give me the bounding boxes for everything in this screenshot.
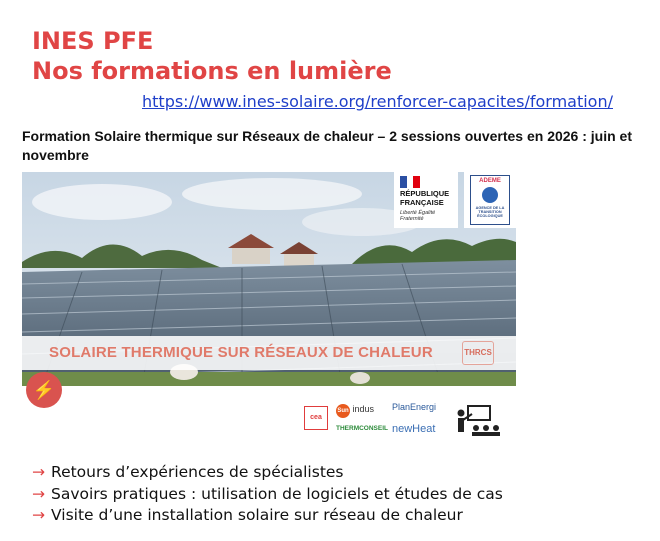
sunindus-logo	[336, 402, 374, 416]
page-title	[32, 26, 392, 86]
formation-subtitle: Formation Solaire thermique sur Réseaux de chaleur – 2 sessions ouvertes en 2026 : juin et novembre	[22, 128, 632, 163]
rf-logo-name: RÉPUBLIQUE FRANÇAISE	[400, 189, 450, 207]
republique-francaise-logo	[394, 172, 458, 228]
formation-link[interactable]: https://www.ines-solaire.org/renforcer-capacites/formation/	[142, 92, 613, 111]
cea-logo: cea	[304, 406, 328, 430]
sunindus-logo-text: indus	[352, 404, 375, 414]
french-flag-icon	[400, 176, 420, 188]
ademe-logo-subtitle: AGENCE DE LA TRANSITION ÉCOLOGIQUE	[475, 206, 505, 219]
arrow-right-icon: →	[32, 463, 45, 481]
arrow-right-icon: →	[32, 484, 45, 503]
training-class-icon	[454, 404, 504, 438]
ademe-emblem-icon	[482, 187, 498, 203]
arrow-right-icon: →	[32, 506, 45, 524]
formation-flyer	[22, 172, 522, 444]
list-item	[32, 505, 503, 527]
title-line-ines-pfe: INES PFE	[32, 27, 154, 55]
list-item	[32, 484, 503, 506]
thermconseil-logo: THERMCONSEIL	[336, 425, 388, 432]
list-item	[32, 462, 503, 484]
rf-logo-motto: Liberté Égalité Fraternité	[400, 210, 436, 222]
thrcs-badge: THRCS	[462, 341, 494, 365]
sunindus-logo-sun: Sun	[336, 404, 350, 418]
list-item-text: Visite d’une installation solaire sur réseau de chaleur	[51, 506, 463, 524]
newheat-logo: newHeat	[392, 423, 436, 435]
title-line-formations: Nos formations en lumière	[32, 57, 392, 85]
ademe-logo-name: ADEME	[479, 178, 501, 184]
flyer-banner	[22, 336, 516, 370]
list-item-text: Retours d’expériences de spécialistes	[51, 463, 344, 481]
ademe-logo-frame	[470, 175, 510, 225]
planenergi-logo: PlanEnergi	[392, 402, 437, 412]
flyer-banner-title: SOLAIRE THERMIQUE SUR RÉSEAUX DE CHALEUR	[49, 344, 433, 361]
lightbulb-icon: ⚡	[26, 372, 62, 408]
benefits-list	[32, 462, 503, 527]
list-item-text: Savoirs pratiques : utilisation de logiciels et études de cas	[51, 484, 503, 503]
ademe-logo	[464, 172, 516, 228]
